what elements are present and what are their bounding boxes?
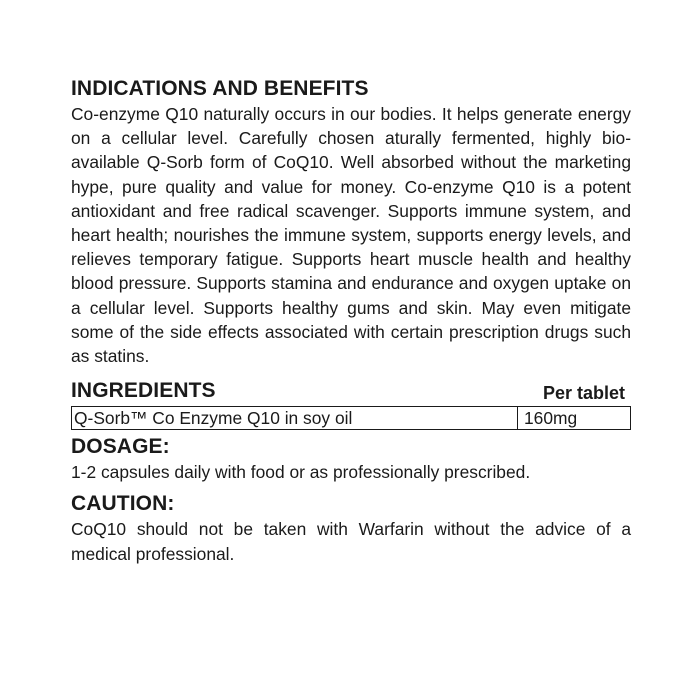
dosage-heading: DOSAGE: — [71, 435, 170, 459]
indications-text: Co-enzyme Q10 naturally occurs in our bodies. It helps generate energy on a cellular level. Carefully chosen aturally fermented, highly bio-available Q-Sorb form of CoQ10. Well absorbed without the marketing hype, pure quality and value for money. Co-enzyme Q10 is a potent antioxidant and free radical scavenger. Supports immune system, and heart health; nourishes the immune system, supports energy levels, and relieves temporary fatigue. Supports heart muscle health and healthy blood pressure. Supports stamina and endurance and oxygen uptake on a cellular level. Supports healthy gums and skin. May even mitigate some of the side effects associated with certain prescription drugs such as statins. — [71, 104, 631, 367]
ingredients-header — [71, 376, 631, 404]
ingredient-name: Q-Sorb™ Co Enzyme Q10 in soy oil — [72, 407, 518, 430]
table-row — [72, 407, 631, 430]
caution-heading: CAUTION: — [71, 492, 175, 516]
ingredients-table — [71, 406, 631, 430]
ingredient-amount: 160mg — [518, 407, 631, 430]
indications-heading: INDICATIONS AND BENEFITS — [71, 77, 369, 100]
ingredients-heading: INGREDIENTS — [71, 379, 216, 403]
per-tablet-label: Per tablet — [542, 383, 625, 404]
dosage-text: 1-2 capsules daily with food or as professionally prescribed. — [71, 462, 531, 483]
caution-text: CoQ10 should not be taken with Warfarin without the advice of a medical professional. — [71, 519, 631, 564]
product-label — [71, 76, 631, 566]
